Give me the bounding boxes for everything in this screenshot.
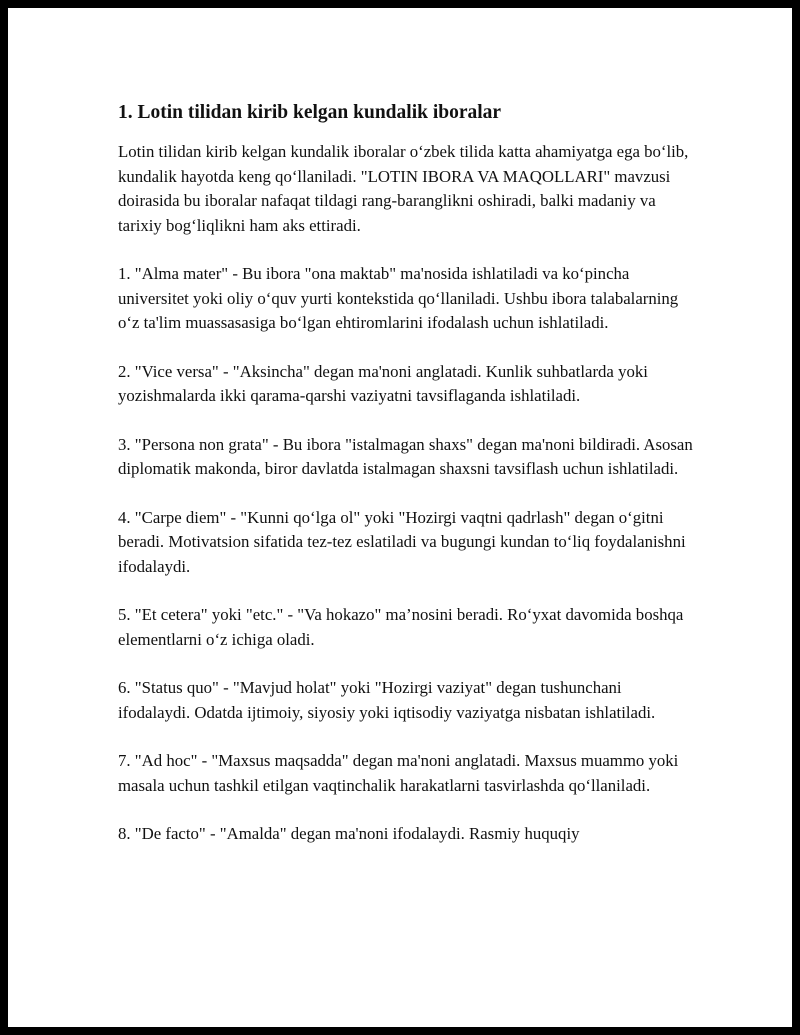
list-item-carpe-diem: 4. "Carpe diem" - "Kunni qo‘lga ol" yoki "Hozirgi vaqtni qadrlash" degan o‘gitni beradi. Motivatsion sifatida tez-tez eslatiladi va bugungi kundan to‘liq foydalanishni ifodalaydi. xyxy=(118,507,686,576)
list-item-persona-non-grata: 3. "Persona non grata" - Bu ibora "istalmagan shaxs" degan ma'noni bildiradi. Asosan diplomatik makonda, biror davlatda istalmagan shaxsni tavsiflash uchun ishlatiladi. xyxy=(118,434,693,478)
list-item-status-quo: 6. "Status quo" - "Mavjud holat" yoki "Hozirgi vaziyat" degan tushunchani ifodalaydi. Odatda ijtimoiy, siyosiy yoki iqtisodiy vaziyatga nisbatan ishlatiladi. xyxy=(118,678,656,722)
section-heading: 1. Lotin tilidan kirib kelgan kundalik iboralar xyxy=(118,102,502,123)
list-item-et-cetera: 5. "Et cetera" yoki "etc." - "Va hokazo" ma’nosini beradi. Ro‘yxat davomida boshqa elementlarni o‘z ichiga oladi. xyxy=(118,605,684,649)
document-body xyxy=(118,98,698,871)
list-item-alma-mater: 1. "Alma mater" - Bu ibora "ona maktab" ma'nosida ishlatiladi va ko‘pincha universitet yoki oliy o‘quv yurti kontekstida qo‘llaniladi. Ushbu ibora talabalarning o‘z ta'lim muassasasiga bo‘lgan ehtiromlarini ifodalash uchun ishlatiladi. xyxy=(118,264,679,332)
list-item-vice-versa: 2. "Vice versa" - "Aksincha" degan ma'noni anglatadi. Kunlik suhbatlarda yoki yozishmalarda ikki qarama-qarshi vaziyatni tavsiflaganda ishlatiladi. xyxy=(118,361,648,405)
list-item-de-facto: 8. "De facto" - "Amalda" degan ma'noni ifodalaydi. Rasmiy huquqiy xyxy=(118,824,580,843)
list-item-ad-hoc: 7. "Ad hoc" - "Maxsus maqsadda" degan ma'noni anglatadi. Maxsus muammo yoki masala uchun tashkil etilgan vaqtinchalik harakatlarni tasvirlashda qo‘llaniladi. xyxy=(118,751,679,795)
intro-paragraph: Lotin tilidan kirib kelgan kundalik iboralar o‘zbek tilida katta ahamiyatga ega bo‘lib, kundalik hayotda keng qo‘llaniladi. "LOTIN IBORA VA MAQOLLARI" mavzusi doirasida bu iboralar nafaqat tildagi rang-baranglikni oshiradi, balki madaniy va tarixiy bog‘liqlikni ham aks ettiradi. xyxy=(118,142,689,235)
